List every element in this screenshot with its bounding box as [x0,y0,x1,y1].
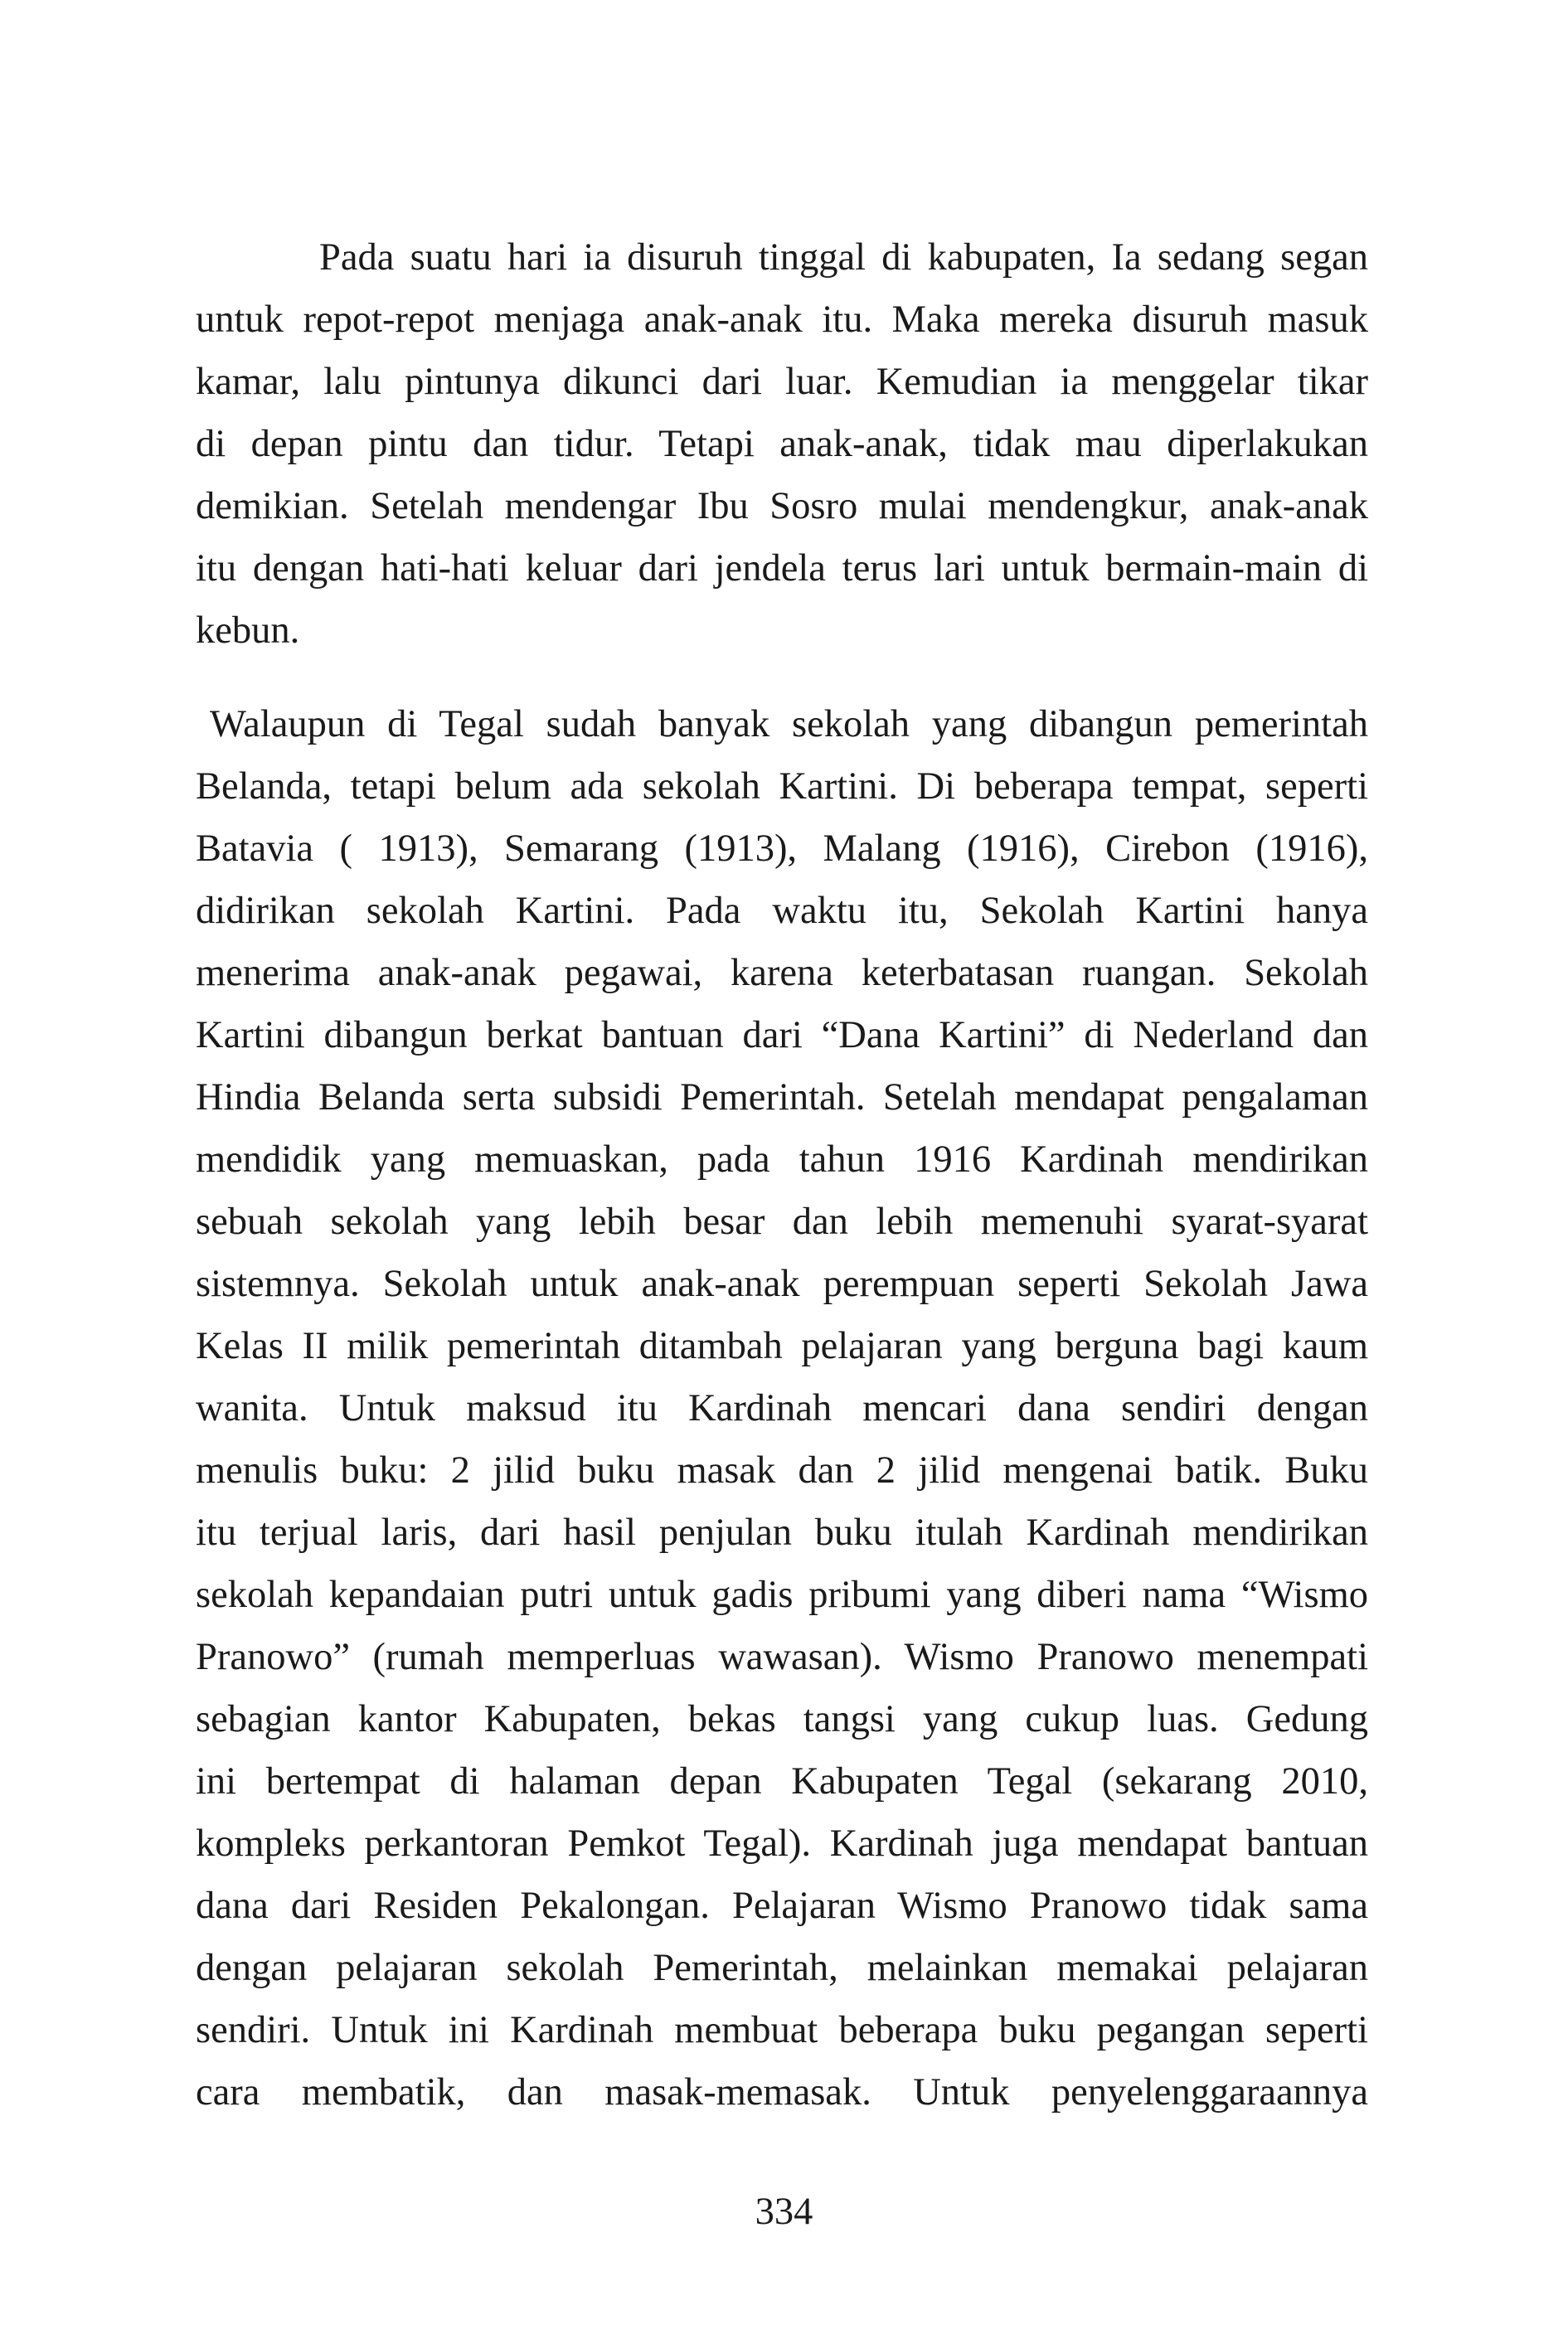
paragraph-line: Kelas II milik pemerintah ditambah pelajaran yang berguna bagi kaum [196,1325,1368,1367]
paragraph-line: sekolah kepandaian putri untuk gadis pribumi yang diberi nama “Wismo [196,1574,1368,1616]
paragraph-line: cara membatik, dan masak-memasak. Untuk penyelenggaraannya [196,2071,1368,2114]
paragraph-line: kamar, lalu pintunya dikunci dari luar. Kemudian ia menggelar tikar [196,361,1368,403]
paragraph-line: mendidik yang memuaskan, pada tahun 1916 Kardinah mendirikan [196,1138,1368,1181]
paragraph-line: didirikan sekolah Kartini. Pada waktu itu, Sekolah Kartini hanya [196,890,1368,932]
paragraph-line: itu terjual laris, dari hasil penjulan buku itulah Kardinah mendirikan [196,1512,1368,1554]
paragraph-line: Pranowo” (rumah memperluas wawasan). Wismo Pranowo menempati [196,1636,1368,1678]
paragraph-line: Walaupun di Tegal sudah banyak sekolah yang dibangun pemerintah [210,703,1368,745]
paragraph-line: dana dari Residen Pekalongan. Pelajaran Wismo Pranowo tidak sama [196,1885,1368,1927]
paragraph-line: sistemnya. Sekolah untuk anak-anak perempuan seperti Sekolah Jawa [196,1263,1368,1305]
paragraph-line: untuk repot-repot menjaga anak-anak itu. Maka mereka disuruh masuk [196,298,1368,341]
paragraph-line: Kartini dibangun berkat bantuan dari “Dana Kartini” di Nederland dan [196,1014,1368,1056]
paragraph-line: dengan pelajaran sekolah Pemerintah, melainkan memakai pelajaran [196,1947,1368,1989]
paragraph-2 [196,693,1368,2123]
paragraph-line: Batavia ( 1913), Semarang (1913), Malang (1916), Cirebon (1916), [196,827,1368,870]
paragraph-line: sebagian kantor Kabupaten, bekas tangsi yang cukup luas. Gedung [196,1698,1368,1740]
paragraph-line: Belanda, tetapi belum ada sekolah Kartini. Di beberapa tempat, seperti [196,765,1368,808]
paragraph-line: di depan pintu dan tidur. Tetapi anak-anak, tidak mau diperlakukan [196,423,1368,465]
paragraph-line: menulis buku: 2 jilid buku masak dan 2 jilid mengenai batik. Buku [196,1449,1368,1492]
paragraph-line: sendiri. Untuk ini Kardinah membuat beberapa buku pegangan seperti [196,2009,1368,2051]
paragraph-line: sebuah sekolah yang lebih besar dan lebih memenuhi syarat-syarat [196,1201,1368,1243]
paragraph-line: itu dengan hati-hati keluar dari jendela terus lari untuk bermain-main di [196,547,1368,590]
paragraph-line: demikian. Setelah mendengar Ibu Sosro mulai mendengkur, anak-anak [196,485,1368,527]
page-number: 334 [755,2191,813,2233]
paragraph-1 [196,226,1368,662]
paragraph-line: ini bertempat di halaman depan Kabupaten Tegal (sekarang 2010, [196,1760,1368,1803]
paragraph-line: wanita. Untuk maksud itu Kardinah mencari dana sendiri dengan [196,1387,1368,1429]
paragraph-line: kebun. [196,609,300,652]
paragraph-line: Pada suatu hari ia disuruh tinggal di kabupaten, Ia sedang segan [319,236,1368,279]
paragraph-line: kompleks perkantoran Pemkot Tegal). Kardinah juga mendapat bantuan [196,1822,1368,1865]
paragraph-line: menerima anak-anak pegawai, karena keterbatasan ruangan. Sekolah [196,952,1368,994]
paragraph-line: Hindia Belanda serta subsidi Pemerintah. Setelah mendapat pengalaman [196,1076,1368,1119]
